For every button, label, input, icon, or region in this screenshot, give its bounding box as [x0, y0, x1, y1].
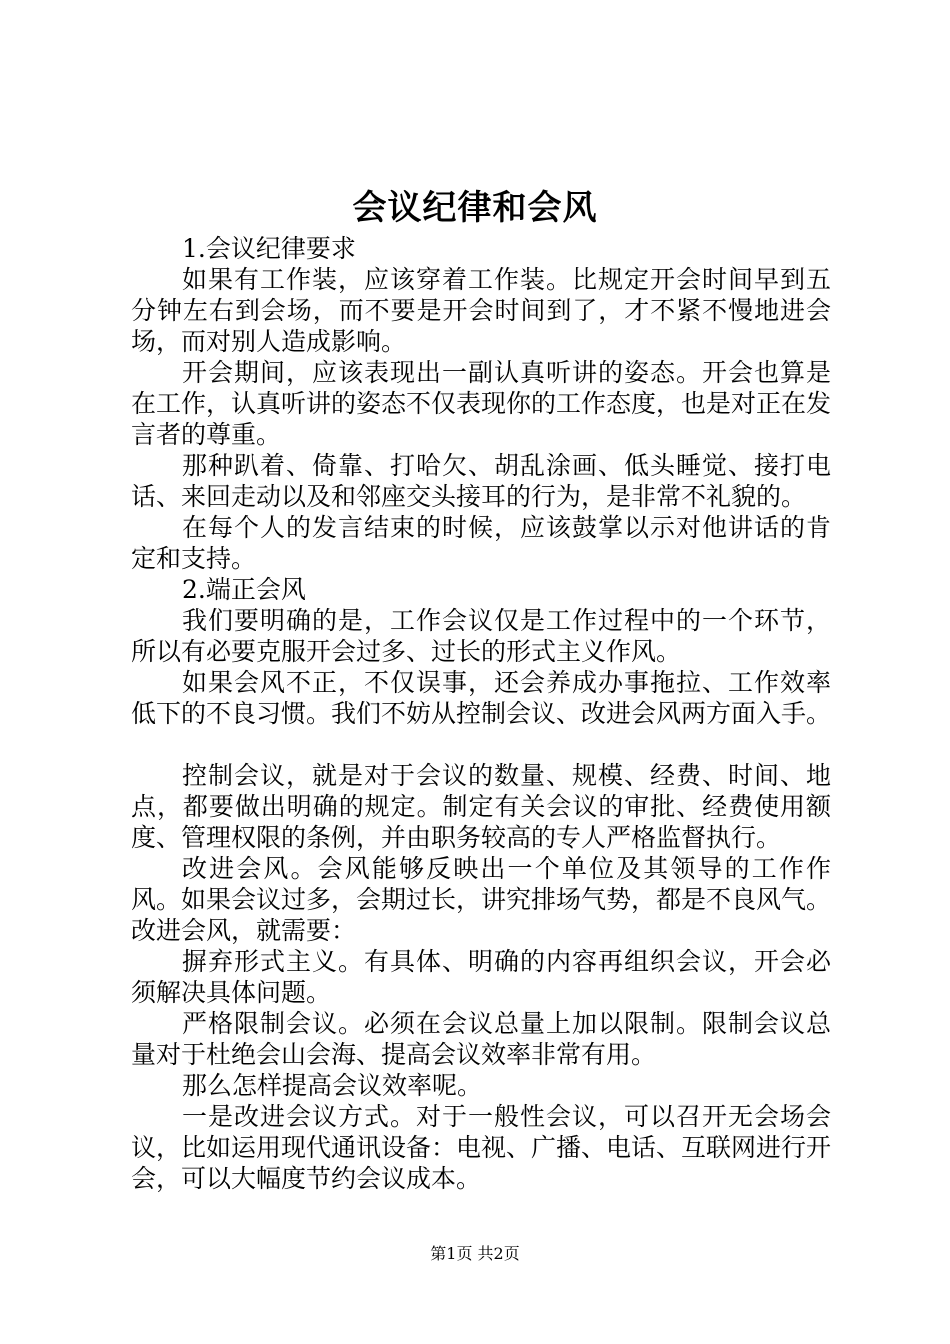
body-paragraph: 控制会议，就是对于会议的数量、规模、经费、时间、地点，都要做出明确的规定。制定有关会议的审批、经费使用额度、管理权限的条例，并由职务较高的专人严格监督执行。	[131, 761, 831, 852]
body-paragraph: 一是改进会议方式。对于一般性会议，可以召开无会场会议，比如运用现代通讯设备：电视、广播、电话、互联网进行开会，可以大幅度节约会议成本。	[131, 1102, 832, 1193]
document-body	[131, 233, 831, 1194]
paragraph-gap	[131, 729, 831, 760]
body-paragraph: 如果有工作装，应该穿着工作装。比规定开会时间早到五分钟左右到会场，而不要是开会时间到了，才不紧不慢地进会场，而对别人造成影响。	[131, 265, 831, 356]
body-paragraph: 那种趴着、倚靠、打哈欠、胡乱涂画、低头睡觉、接打电话、来回走动以及和邻座交头接耳的行为，是非常不礼貌的。	[131, 451, 831, 511]
body-paragraph: 摒弃形式主义。有具体、明确的内容再组织会议，开会必须解决具体问题。	[131, 947, 831, 1007]
section-heading-2: 2.端正会风	[182, 575, 306, 604]
body-paragraph: 那么怎样提高会议效率呢。	[182, 1071, 483, 1100]
body-paragraph: 改进会风。会风能够反映出一个单位及其领导的工作作风。如果会议过多，会期过长，讲究排场气势，都是不良风气。改进会风，就需要：	[131, 854, 832, 945]
page-number-footer: 第1页 共2页	[430, 1244, 520, 1263]
body-paragraph: 开会期间，应该表现出一副认真听讲的姿态。开会也算是在工作，认真听讲的姿态不仅表现你的工作态度，也是对正在发言者的尊重。	[131, 358, 832, 449]
body-paragraph: 我们要明确的是，工作会议仅是工作过程中的一个环节，所以有必要克服开会过多、过长的形式主义作风。	[131, 606, 831, 666]
document-title: 会议纪律和会风	[352, 188, 598, 228]
body-paragraph: 如果会风不正，不仅误事，还会养成办事拖拉、工作效率低下的不良习惯。我们不妨从控制会议、改进会风两方面入手。	[131, 668, 832, 728]
body-paragraph: 在每个人的发言结束的时候，应该鼓掌以示对他讲话的肯定和支持。	[131, 513, 831, 573]
body-paragraph: 严格限制会议。必须在会议总量上加以限制。限制会议总量对于杜绝会山会海、提高会议效率非常有用。	[131, 1009, 831, 1069]
section-heading-1: 1.会议纪律要求	[182, 234, 356, 263]
